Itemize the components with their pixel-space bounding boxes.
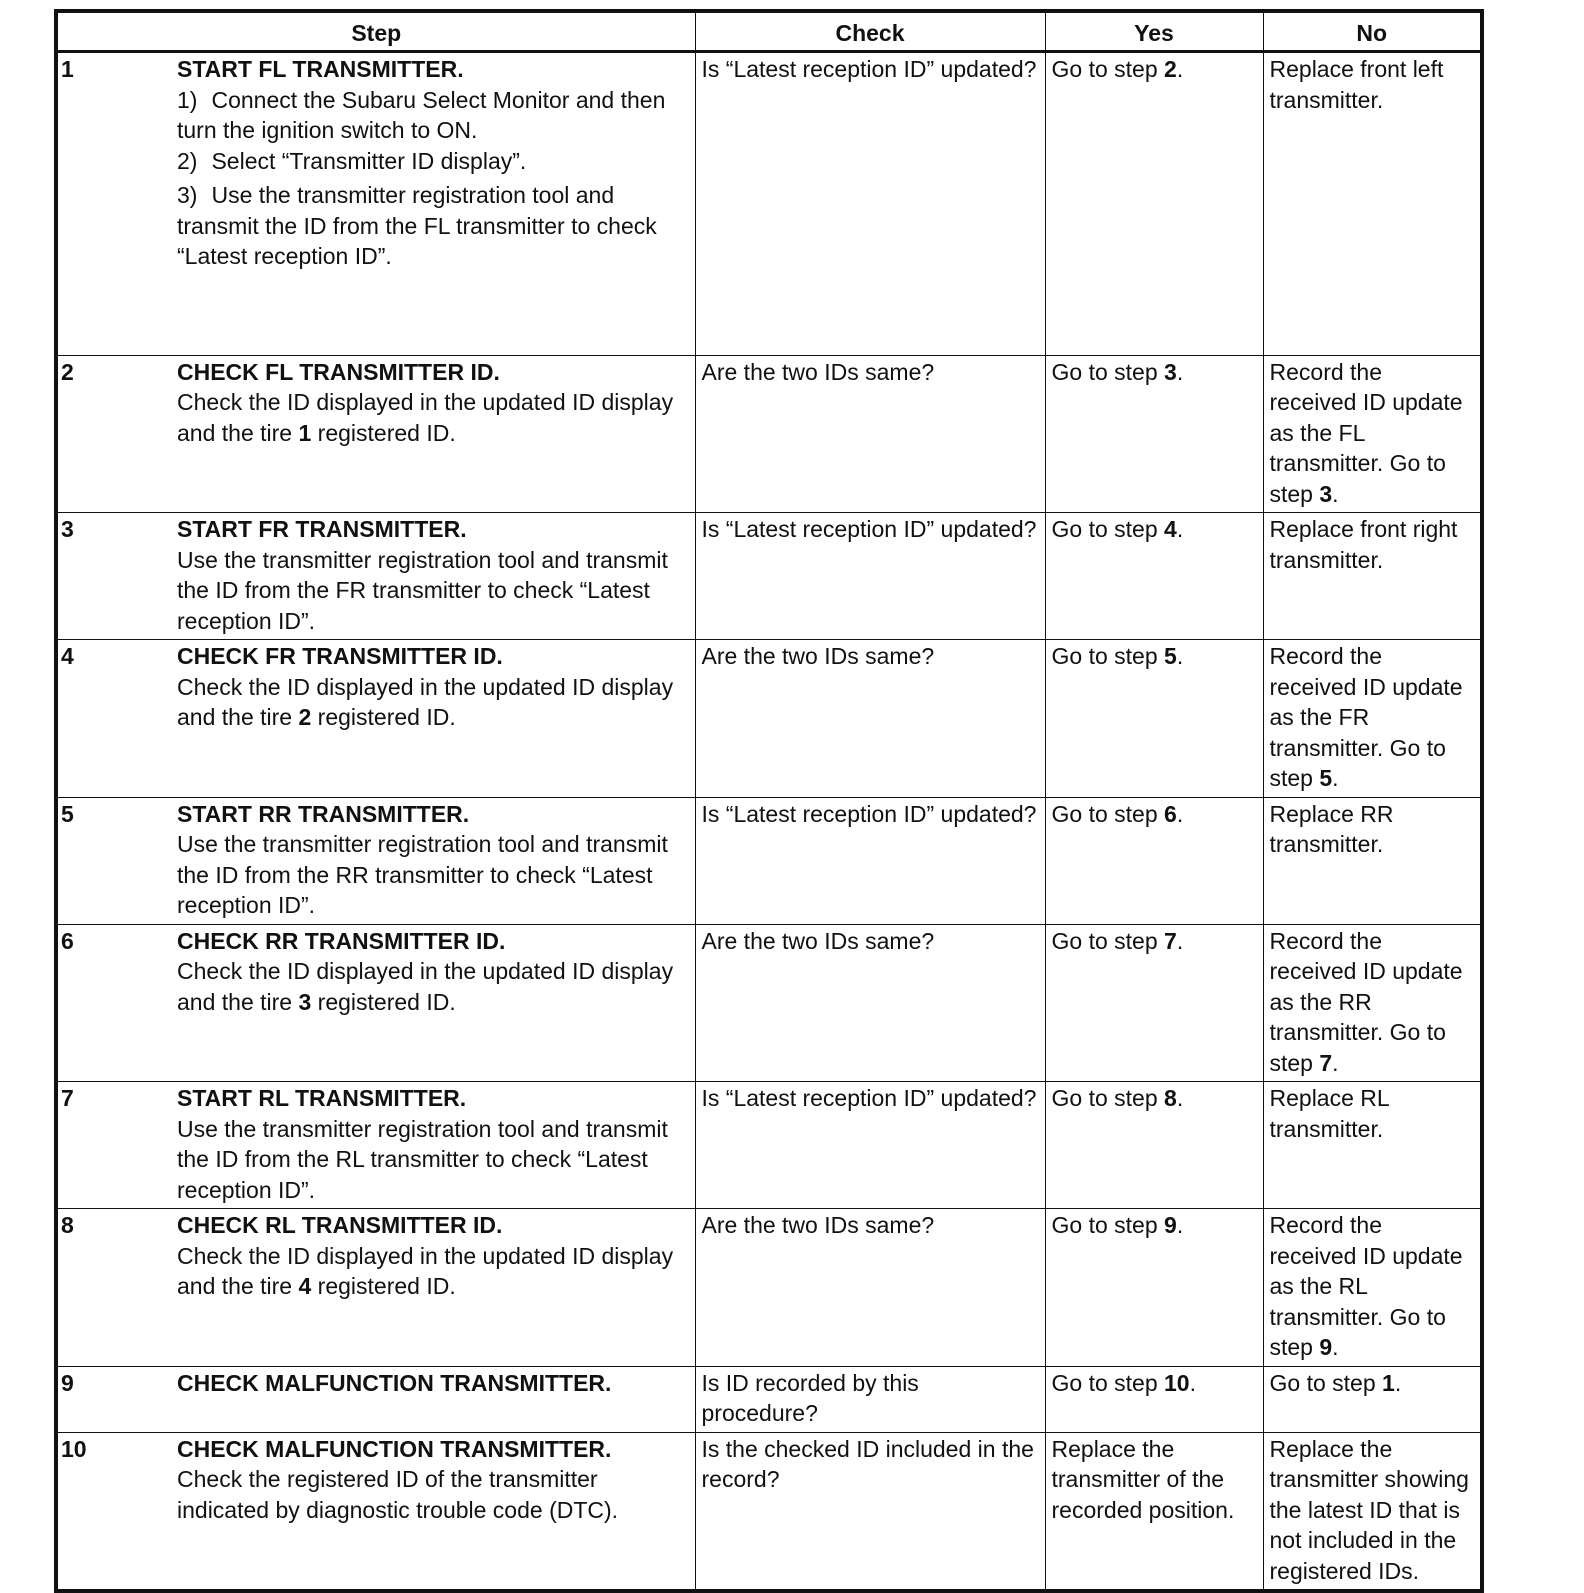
- step-sub-item: [177, 180, 693, 272]
- header-no: No: [1263, 11, 1482, 52]
- check-cell: Is ID recorded by this procedure?: [695, 1366, 1045, 1432]
- no-cell: [1263, 355, 1482, 513]
- check-cell: Are the two IDs same?: [695, 1209, 1045, 1367]
- table-row: [56, 1209, 1482, 1367]
- table-row: [56, 640, 1482, 798]
- yes-cell: [1045, 924, 1263, 1082]
- step-number: 6: [56, 924, 177, 1082]
- step-text: [177, 672, 693, 733]
- yes-step-ref: 10: [1164, 1369, 1190, 1396]
- check-cell: Is the checked ID included in the record?: [695, 1432, 1045, 1591]
- step-step-ref: 1: [298, 419, 312, 446]
- step-title: CHECK FL TRANSMITTER ID.: [177, 358, 500, 385]
- step-text-end: registered ID.: [311, 988, 456, 1015]
- table-row: [56, 513, 1482, 640]
- yes-cell: [1045, 1432, 1263, 1591]
- table-row: [56, 1082, 1482, 1209]
- no-text: Replace the transmitter showing the latest ID that is not included in the registered IDs.: [1269, 1435, 1469, 1584]
- check-cell: Is “Latest reception ID” updated?: [695, 797, 1045, 924]
- yes-step-ref: 2: [1164, 56, 1177, 82]
- no-text: Replace front right transmitter.: [1269, 516, 1458, 573]
- step-text: [177, 387, 693, 448]
- step-text: Check the ID displayed in the updated ID display and the tire: [177, 1242, 674, 1299]
- table-body: [56, 52, 1482, 1592]
- step-sub-number: 2): [177, 147, 198, 174]
- no-step-ref: 9: [1319, 1334, 1333, 1360]
- yes-cell: [1045, 1366, 1263, 1432]
- no-text: Replace RR transmitter.: [1269, 800, 1394, 857]
- step-number: 1: [56, 52, 177, 356]
- yes-cell: [1045, 640, 1263, 798]
- step-sub-text: Use the transmitter registration tool and transmit the ID from the FL transmitter to check “Latest reception ID”.: [177, 182, 657, 269]
- yes-text-end: .: [1176, 358, 1184, 385]
- step-cell: [177, 1082, 695, 1209]
- yes-text: Replace the transmitter of the recorded position.: [1051, 1435, 1235, 1523]
- step-cell: [177, 1366, 695, 1432]
- step-step-ref: 3: [298, 988, 312, 1015]
- step-title: CHECK MALFUNCTION TRANSMITTER.: [177, 1369, 612, 1396]
- step-sub-item: [177, 146, 693, 177]
- no-text-end: .: [1332, 765, 1339, 791]
- yes-text: Go to step: [1051, 516, 1165, 542]
- yes-text-end: .: [1176, 1085, 1184, 1111]
- check-cell: Are the two IDs same?: [695, 355, 1045, 513]
- no-cell: [1263, 513, 1482, 640]
- step-text: Use the transmitter registration tool and transmit the ID from the FR transmitter to check “Latest reception ID”.: [177, 546, 668, 634]
- step-cell: [177, 640, 695, 798]
- step-number: 2: [56, 355, 177, 513]
- step-title: START FL TRANSMITTER.: [177, 56, 464, 82]
- no-text-end: .: [1394, 1369, 1402, 1396]
- yes-cell: [1045, 1082, 1263, 1209]
- step-sub-text: Connect the Subaru Select Monitor and then turn the ignition switch to ON.: [177, 86, 666, 143]
- step-text: [177, 1241, 693, 1302]
- no-text-end: .: [1332, 1049, 1339, 1076]
- step-step-ref: 4: [298, 1273, 312, 1299]
- no-text: Record the received ID update as the RL transmitter. Go to step: [1269, 1212, 1463, 1360]
- no-text: Record the received ID update as the FR transmitter. Go to step: [1269, 643, 1463, 791]
- step-title: CHECK FR TRANSMITTER ID.: [177, 643, 503, 669]
- diagnostic-table: [54, 9, 1484, 1593]
- step-sub-number: 1): [177, 86, 198, 113]
- table-row: [56, 1366, 1482, 1432]
- yes-step-ref: 3: [1164, 358, 1177, 385]
- step-text: [177, 1114, 693, 1206]
- yes-text-end: .: [1176, 1212, 1184, 1238]
- yes-step-ref: 8: [1164, 1085, 1177, 1111]
- step-cell: [177, 797, 695, 924]
- step-title: CHECK MALFUNCTION TRANSMITTER.: [177, 1435, 612, 1462]
- yes-text-end: .: [1176, 516, 1184, 542]
- yes-text: Go to step: [1051, 927, 1165, 954]
- step-text: [177, 829, 693, 921]
- step-text: Check the registered ID of the transmitter indicated by diagnostic trouble code (DTC).: [177, 1466, 619, 1523]
- check-cell: Are the two IDs same?: [695, 924, 1045, 1082]
- yes-step-ref: 9: [1164, 1212, 1177, 1238]
- step-title: CHECK RL TRANSMITTER ID.: [177, 1212, 503, 1238]
- no-text: Replace RL transmitter.: [1269, 1085, 1389, 1142]
- yes-cell: [1045, 52, 1263, 356]
- step-cell: [177, 52, 695, 356]
- step-sub-text: Select “Transmitter ID display”.: [211, 147, 527, 174]
- no-step-ref: 1: [1382, 1369, 1395, 1396]
- yes-text: Go to step: [1051, 56, 1165, 82]
- step-number: 5: [56, 797, 177, 924]
- no-cell: [1263, 1209, 1482, 1367]
- yes-text: Go to step: [1051, 800, 1165, 827]
- step-cell: [177, 513, 695, 640]
- header-row: [56, 11, 1482, 52]
- no-text: Record the received ID update as the FL transmitter. Go to step: [1269, 358, 1463, 507]
- step-sub-item: [177, 85, 693, 146]
- yes-text-end: .: [1176, 56, 1184, 82]
- no-cell: [1263, 797, 1482, 924]
- yes-step-ref: 6: [1164, 800, 1177, 827]
- yes-cell: [1045, 355, 1263, 513]
- table-row: [56, 355, 1482, 513]
- yes-text: Go to step: [1051, 1212, 1165, 1238]
- yes-text-end: .: [1176, 927, 1184, 954]
- step-cell: [177, 924, 695, 1082]
- yes-text: Go to step: [1051, 358, 1165, 385]
- check-cell: Is “Latest reception ID” updated?: [695, 1082, 1045, 1209]
- no-text-end: .: [1332, 1334, 1339, 1360]
- yes-text-end: .: [1189, 1369, 1196, 1396]
- step-title: START FR TRANSMITTER.: [177, 516, 467, 542]
- yes-step-ref: 5: [1164, 643, 1177, 669]
- step-title: START RR TRANSMITTER.: [177, 800, 470, 827]
- yes-step-ref: 7: [1164, 927, 1177, 954]
- step-text-end: registered ID.: [311, 704, 456, 730]
- no-text: Record the received ID update as the RR transmitter. Go to step: [1269, 927, 1463, 1076]
- step-cell: [177, 1432, 695, 1591]
- table-row: [56, 924, 1482, 1082]
- table-row: [56, 797, 1482, 924]
- table-row: [56, 1432, 1482, 1591]
- no-cell: [1263, 1432, 1482, 1591]
- yes-text: Go to step: [1051, 1085, 1165, 1111]
- step-text-end: registered ID.: [311, 1273, 456, 1299]
- no-text: Replace front left transmitter.: [1269, 56, 1444, 113]
- step-number: 10: [56, 1432, 177, 1591]
- step-cell: [177, 355, 695, 513]
- header-check: Check: [695, 11, 1045, 52]
- no-text: Go to step: [1269, 1369, 1383, 1396]
- check-cell: Is “Latest reception ID” updated?: [695, 513, 1045, 640]
- no-step-ref: 7: [1319, 1049, 1333, 1076]
- no-cell: [1263, 1366, 1482, 1432]
- step-number: 9: [56, 1366, 177, 1432]
- step-text: Use the transmitter registration tool and transmit the ID from the RL transmitter to check “Latest reception ID”.: [177, 1115, 668, 1203]
- step-text: [177, 1464, 693, 1525]
- no-cell: [1263, 52, 1482, 356]
- step-number: 4: [56, 640, 177, 798]
- step-text: Check the ID displayed in the updated ID display and the tire: [177, 673, 674, 730]
- yes-cell: [1045, 797, 1263, 924]
- step-title: START RL TRANSMITTER.: [177, 1085, 467, 1111]
- yes-step-ref: 4: [1164, 516, 1177, 542]
- no-step-ref: 3: [1319, 480, 1333, 507]
- cell-spacer: [177, 272, 693, 352]
- yes-cell: [1045, 1209, 1263, 1367]
- check-cell: Are the two IDs same?: [695, 640, 1045, 798]
- step-step-ref: 2: [298, 704, 312, 730]
- step-number: 8: [56, 1209, 177, 1367]
- header-yes: Yes: [1045, 11, 1263, 52]
- no-cell: [1263, 924, 1482, 1082]
- step-sub-number: 3): [177, 182, 198, 208]
- no-cell: [1263, 640, 1482, 798]
- step-text: [177, 956, 693, 1017]
- header-step: Step: [56, 11, 695, 52]
- table-row: [56, 52, 1482, 356]
- yes-text-end: .: [1176, 643, 1184, 669]
- no-text-end: .: [1332, 480, 1339, 507]
- yes-text-end: .: [1176, 800, 1184, 827]
- step-text: Check the ID displayed in the updated ID display and the tire: [177, 958, 674, 1015]
- no-cell: [1263, 1082, 1482, 1209]
- step-number: 7: [56, 1082, 177, 1209]
- yes-text: Go to step: [1051, 1369, 1165, 1396]
- step-text-end: registered ID.: [311, 419, 456, 446]
- yes-text: Go to step: [1051, 643, 1165, 669]
- step-number: 3: [56, 513, 177, 640]
- no-step-ref: 5: [1319, 765, 1333, 791]
- check-cell: Is “Latest reception ID” updated?: [695, 52, 1045, 356]
- step-text: Check the ID displayed in the updated ID display and the tire: [177, 389, 674, 446]
- step-cell: [177, 1209, 695, 1367]
- step-title: CHECK RR TRANSMITTER ID.: [177, 927, 506, 954]
- yes-cell: [1045, 513, 1263, 640]
- step-text: [177, 545, 693, 637]
- step-text: Use the transmitter registration tool and transmit the ID from the RR transmitter to check “Latest reception ID”.: [177, 831, 668, 918]
